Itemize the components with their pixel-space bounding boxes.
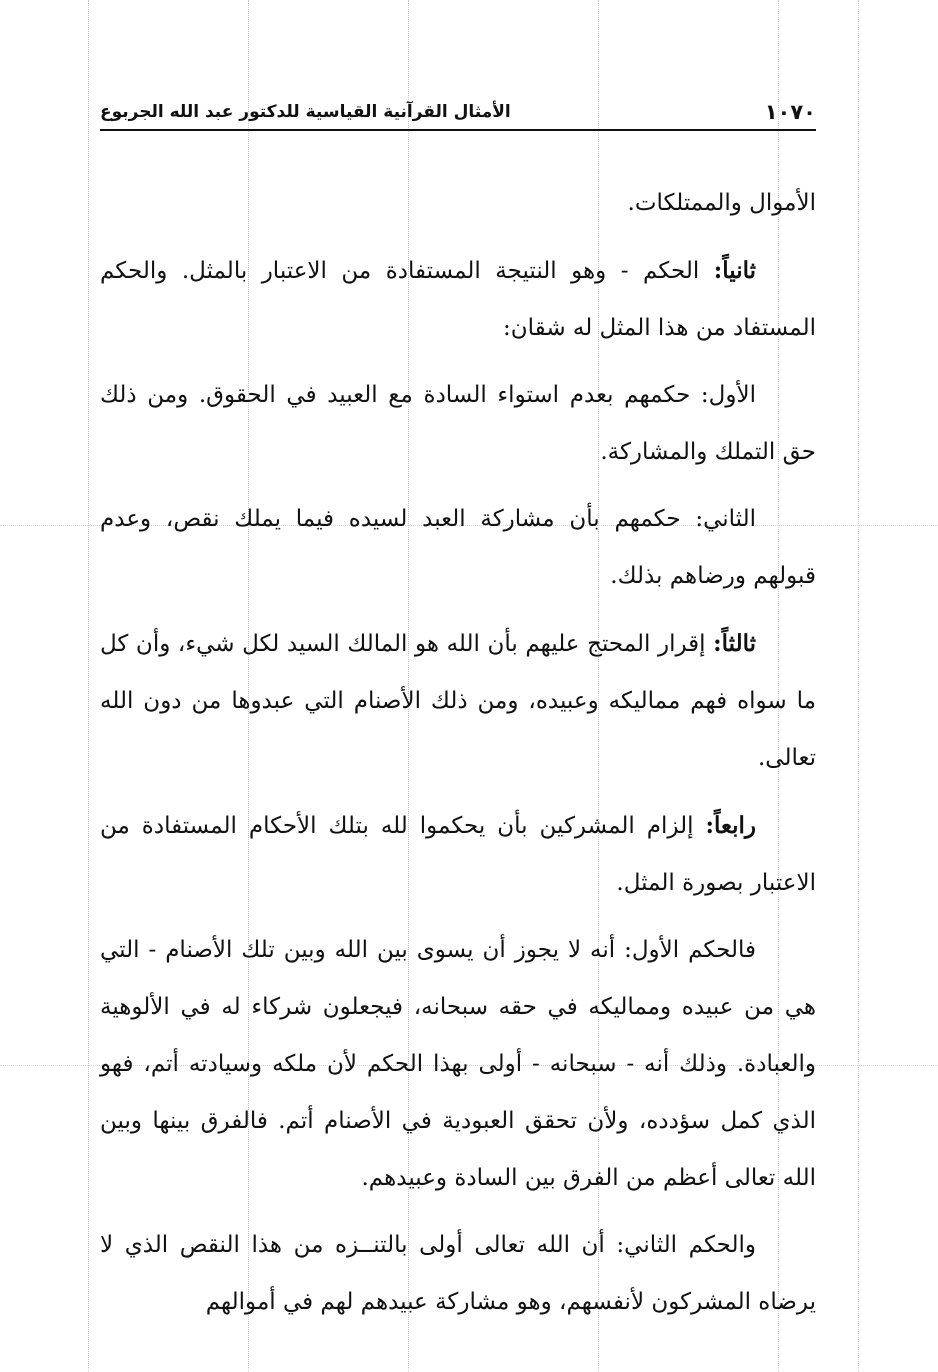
paragraph bbox=[100, 242, 816, 357]
paragraph bbox=[100, 1217, 816, 1331]
page-header bbox=[100, 95, 816, 131]
body-text bbox=[100, 175, 816, 1341]
paragraph bbox=[100, 367, 816, 481]
paragraph bbox=[100, 615, 816, 787]
paragraph-text: الثاني: حكمهم بأن مشاركة العبد لسيده فيما يملك نقص، وعدم قبولهم ورضاهم بذلك. bbox=[100, 506, 816, 589]
paragraph bbox=[100, 175, 816, 232]
paragraph bbox=[100, 922, 816, 1207]
paragraph-text: إقرار المحتج عليهم بأن الله هو المالك السيد لكل شيء، وأن كل ما سواه فهم مماليكه وعبيده، ومن ذلك الأصنام التي عبدوها من دون الله تعالى. bbox=[100, 631, 816, 771]
paragraph-text: فالحكم الأول: أنه لا يجوز أن يسوى بين الله وبين تلك الأصنام - التي هي من عبيده ومماليكه في حقه سبحانه، فيجعلون شركاء له في الألوهية والعبادة. وذلك أنه - سبحانه - أولى بهذا الحكم لأن ملكه وسيادته أتم، فهو الذي كمل سؤدده، ولأن تحقق العبودية في الأصنام أتم. فالفرق بينها وبين الله تعالى أعظم من الفرق بين السادة وعبيدهم. bbox=[100, 937, 816, 1191]
paragraph bbox=[100, 491, 816, 605]
paragraph-text: إلزام المشركين بأن يحكموا لله بتلك الأحكام المستفادة من الاعتبار بصورة المثل. bbox=[100, 813, 816, 896]
scan-grid-line bbox=[88, 0, 89, 1372]
paragraph-text: والحكم الثاني: أن الله تعالى أولى بالتنــزه من هذا النقص الذي لا يرضاه المشركون لأنفسهم، وهو مشاركة عبيدهم لهم في أموالهم bbox=[100, 1232, 816, 1315]
paragraph-text: الأول: حكمهم بعدم استواء السادة مع العبيد في الحقوق. ومن ذلك حق التملك والمشاركة. bbox=[100, 382, 816, 465]
paragraph-text: الأموال والممتلكات. bbox=[627, 190, 816, 216]
page-number: ١٠٧٠ bbox=[764, 100, 816, 124]
paragraph-lead: ثالثاً: bbox=[713, 630, 756, 657]
scan-grid-line bbox=[858, 0, 859, 1372]
running-title: الأمثال القرآنية القياسية للدكتور عبد الله الجربوع bbox=[100, 102, 511, 122]
paragraph-text: الحكم - وهو النتيجة المستفادة من الاعتبار بالمثل. والحكم المستفاد من هذا المثل له شقان: bbox=[100, 258, 816, 341]
paragraph-lead: رابعاً: bbox=[705, 812, 756, 839]
paragraph bbox=[100, 797, 816, 912]
paragraph-lead: ثانياً: bbox=[713, 257, 756, 284]
